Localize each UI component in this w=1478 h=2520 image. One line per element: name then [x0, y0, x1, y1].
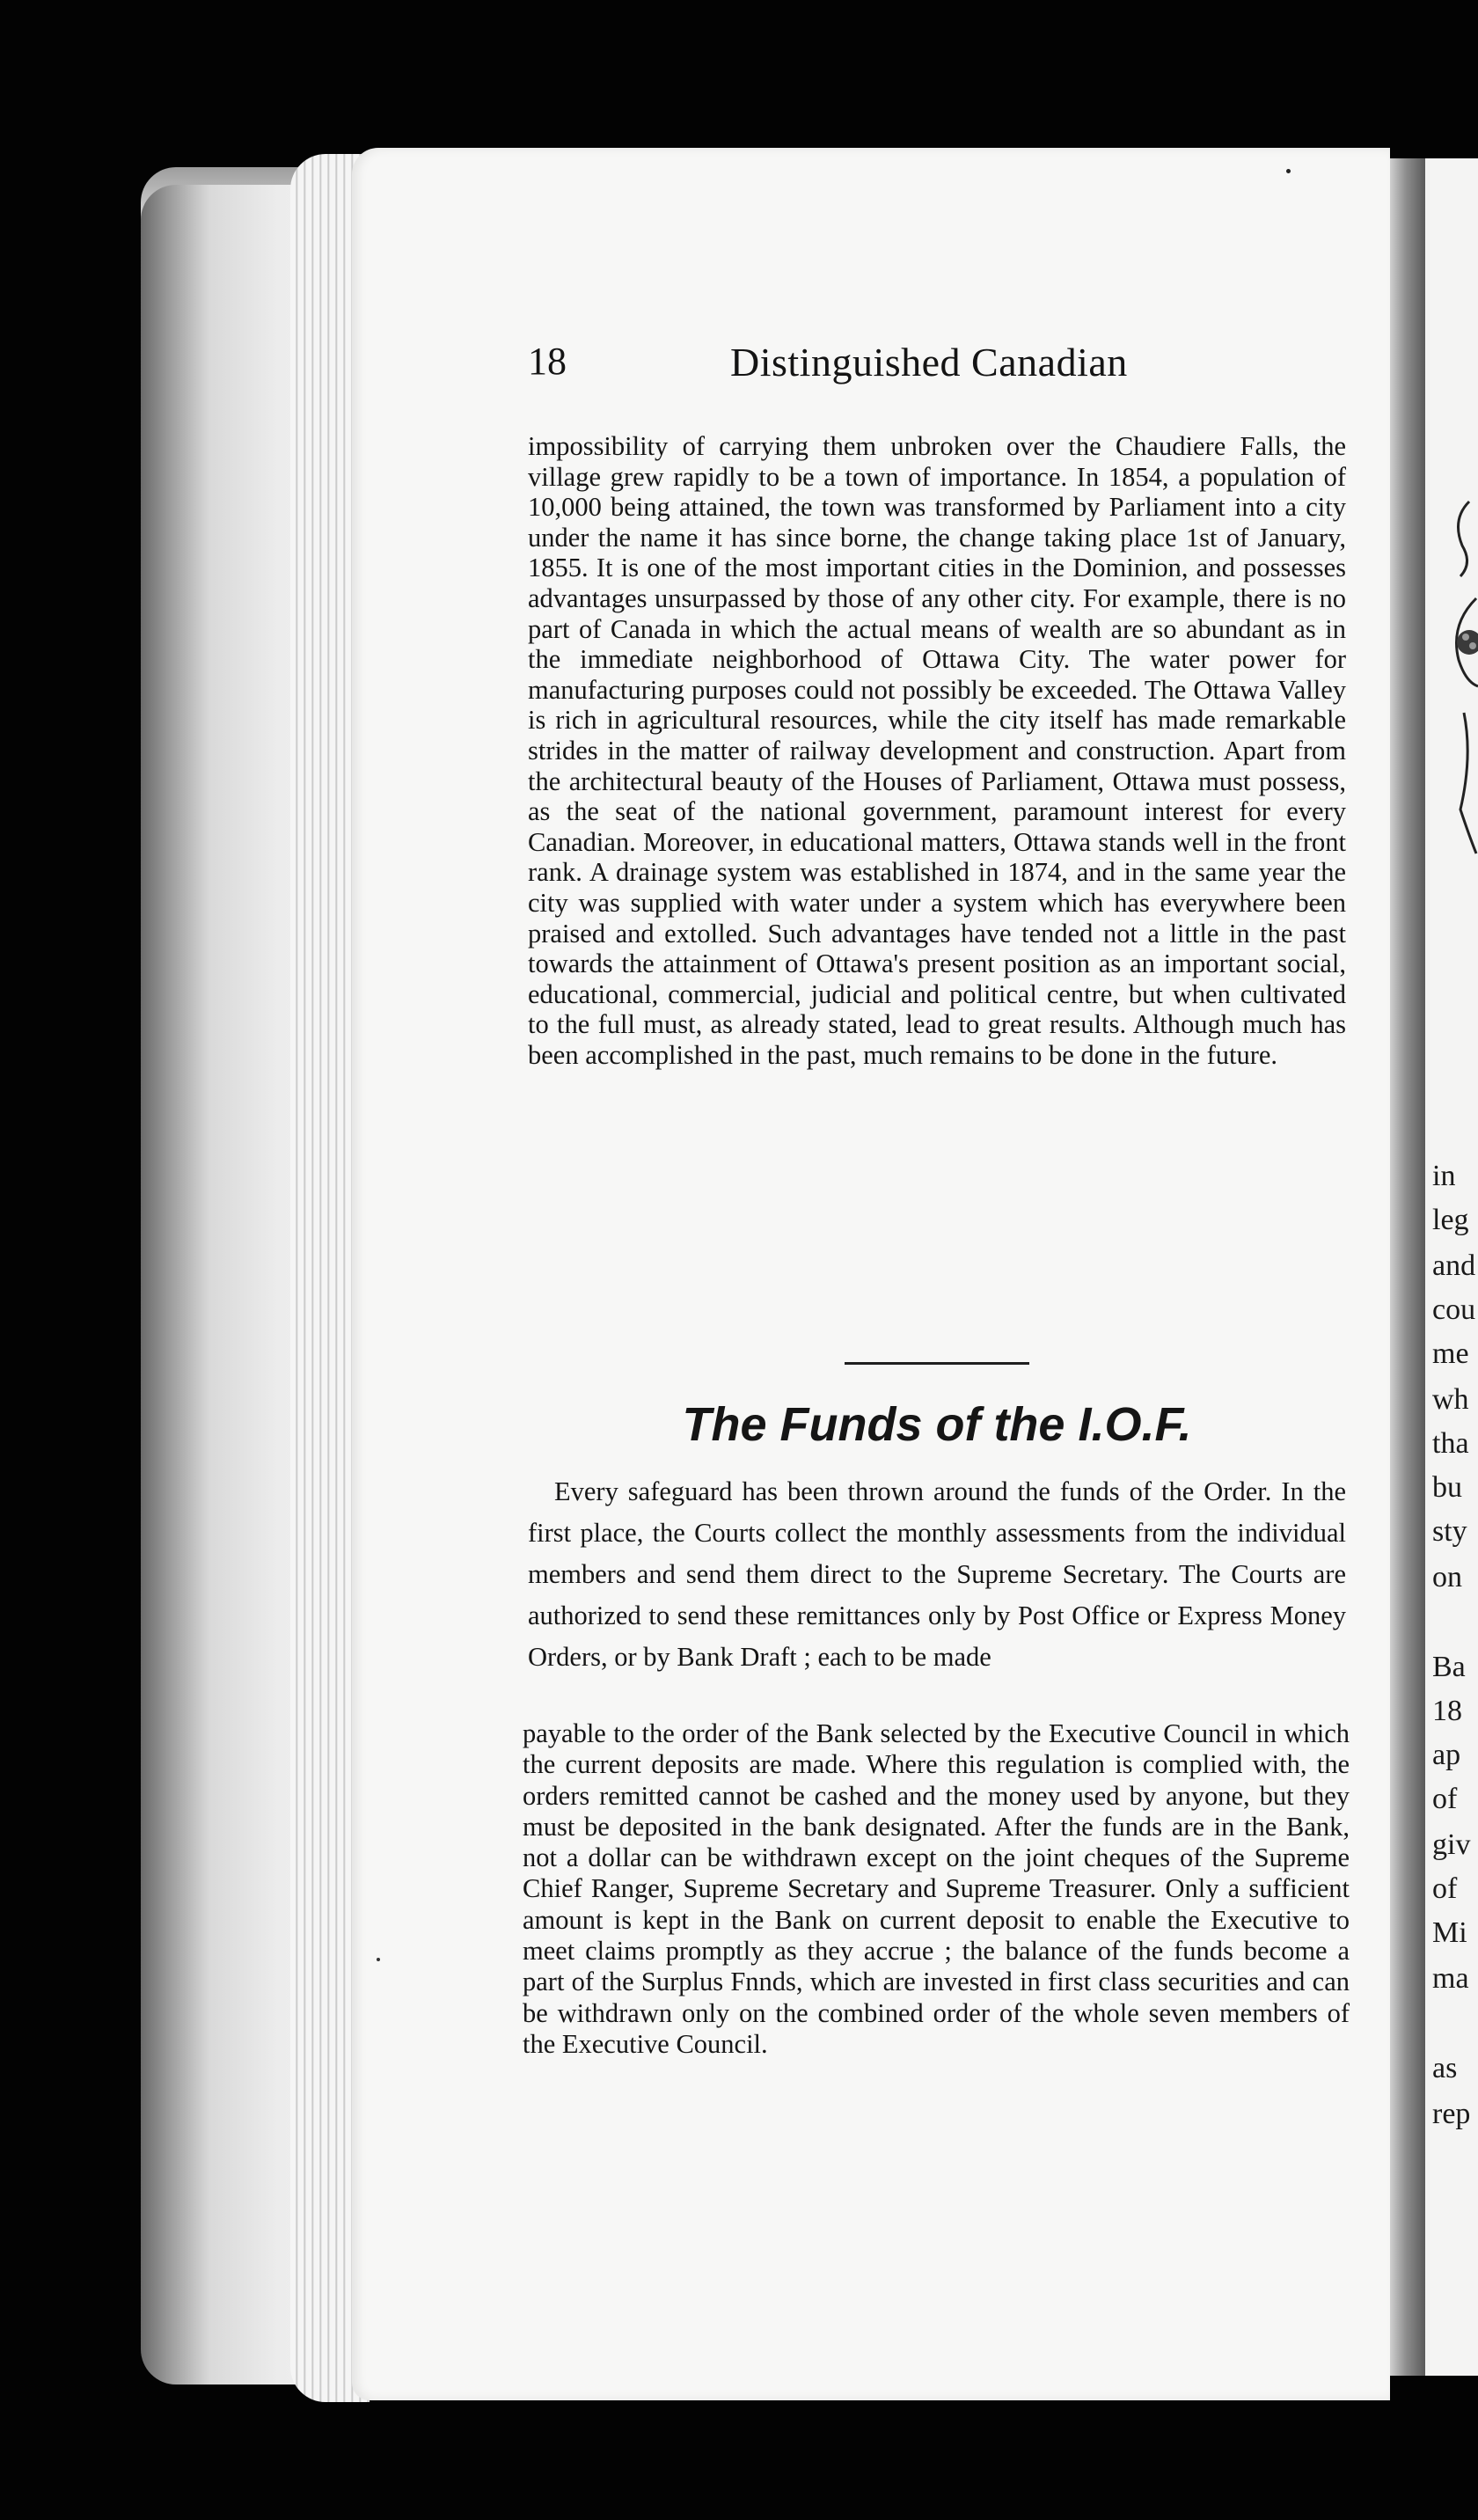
facing-page-fragment: as: [1432, 2052, 1458, 2084]
facing-page-fragment: and: [1432, 1249, 1476, 1282]
running-title: Distinguished Canadian: [730, 340, 1128, 385]
paragraph-ottawa: impossibility of carrying them unbroken over the Chaudiere Falls, the village grew rapidly to be a town of importance. In 1854, a population of 10,000 being attained, the town was transformed by Parliament into a city under the name it has since borne, the change taking place 1st of January, 1855. It is one of the most important cities in the Dominion, and possesses advantages unsurpassed by those of any other city. For example, there is no part of Canada in which the actual means of wealth are so abundant as in the immediate neighborhood of Ottawa City. The water power for manufacturing purposes could not possibly be exceeded. The Ottawa Valley is rich in agricultural resources, while the city itself has made remarkable strides in the matter of railway development and construction. Apart from the architectural beauty of the Houses of Parliament, Ottawa must possess, as the seat of the national government, paramount interest for every Canadian. Moreover, in educational matters, Ottawa stands well in the front rank. A drainage system was established in 1874, and in the same year the city was supplied with water under a system which has everywhere been praised and extolled. Such advantages have tended not a little in the past towards the attainment of Ottawa's present position as an important social, educational, commercial, judicial and political centre, but when cultivated to the full must, as already stated, lead to great results. Although much has been accomplished in the past, much remains to be done in the future.: [528, 431, 1346, 1070]
facing-page-fragment: of: [1432, 1872, 1458, 1905]
facing-page-fragment: me: [1432, 1337, 1469, 1370]
facing-page-fragment: rep: [1432, 2098, 1471, 2130]
ornament-icon: [1443, 493, 1478, 862]
section-title: The Funds of the I.O.F.: [682, 1398, 1192, 1451]
book-gutter: [1390, 158, 1425, 2376]
facing-page-fragment: tha: [1432, 1427, 1469, 1460]
facing-page-fragment: on: [1432, 1561, 1462, 1593]
facing-page-fragment: wh: [1432, 1383, 1469, 1416]
facing-page-fragment: ma: [1432, 1962, 1469, 1995]
facing-page-fragment: 18: [1432, 1695, 1462, 1727]
facing-page-fragment: Ba: [1432, 1651, 1466, 1683]
page-header: [528, 339, 1170, 392]
facing-page-fragment: of: [1432, 1783, 1458, 1815]
facing-page-fragment: leg: [1432, 1204, 1469, 1236]
facing-page-fragment: giv: [1432, 1828, 1471, 1861]
facing-page-fragment: Mi: [1432, 1916, 1467, 1949]
facing-page-fragment: bu: [1432, 1471, 1462, 1504]
speck: [377, 1958, 380, 1961]
facing-page-fragment: ap: [1432, 1739, 1461, 1771]
facing-page-fragment: cou: [1432, 1293, 1476, 1326]
facing-page-fragment: sty: [1432, 1515, 1467, 1548]
speck: [1286, 169, 1291, 173]
facing-page-fragment: in: [1432, 1160, 1456, 1192]
paragraph-funds-intro: Every safeguard has been thrown around the funds of the Order. In the first place, the Courts collect the monthly assessments from the individual members and send them direct to the Supreme Secretary. The Courts are authorized to send these remittances only by Post Office or Express Money Orders, or by Bank Draft ; each to be made: [528, 1476, 1346, 1672]
section-divider: [845, 1362, 1029, 1365]
paragraph-funds-continued: payable to the order of the Bank selected by the Executive Council in which the current deposits are made. Where this regulation is complied with, the orders remitted cannot be cashed and the money used by anyone, but they must be deposited in the bank designated. After the funds are in the Bank, not a dollar can be withdrawn except on the joint cheques of the Supreme Chief Ranger, Supreme Secretary and Supreme Treasurer. Only a sufficient amount is kept in the Bank on current deposit to enable the Executive to meet claims promptly as they accrue ; the balance of the funds become a part of the Surplus Fnnds, which are invested in first class securities and can be withdrawn only on the combined order of the whole seven members of the Executive Council.: [523, 1718, 1350, 2059]
page-number: 18: [528, 340, 567, 383]
